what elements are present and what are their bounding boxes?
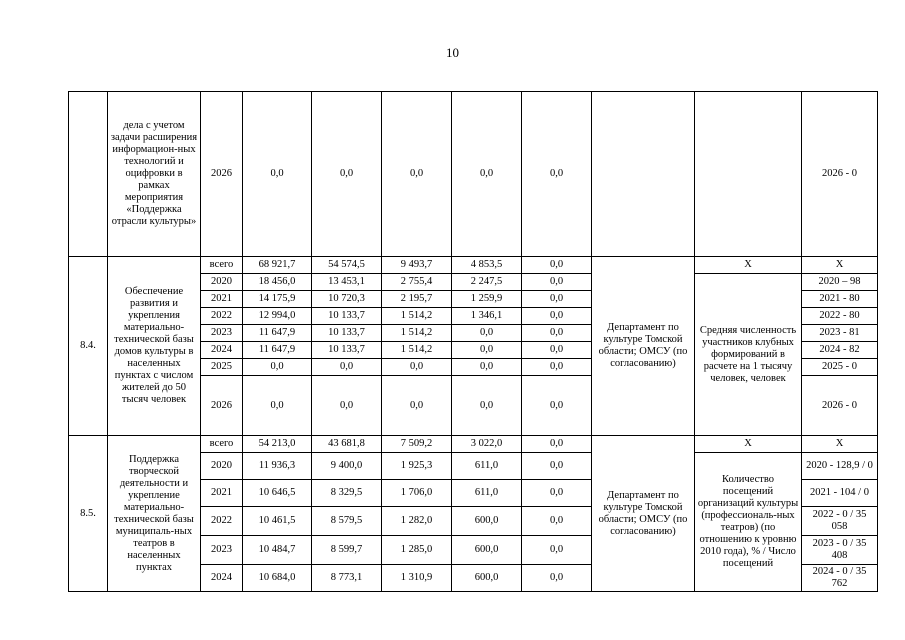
activity-number: 8.4.	[69, 257, 108, 436]
extrabudget-cell: 0,0	[522, 565, 592, 592]
local-cell: 4 853,5	[452, 257, 522, 274]
year-cell: 2026	[201, 92, 243, 257]
total-cell: 54 213,0	[243, 436, 312, 453]
federal-cell: 10 133,7	[312, 325, 382, 342]
federal-cell: 8 579,5	[312, 507, 382, 536]
table-row	[69, 436, 878, 453]
federal-cell: 10 133,7	[312, 308, 382, 325]
year-cell: 2025	[201, 359, 243, 376]
year-cell: 2020	[201, 453, 243, 480]
indicator-cell: Средняя численность участников клубных формирований в расчете на 1 тысячу человек, человек	[695, 274, 802, 436]
regional-cell: 1 514,2	[382, 325, 452, 342]
target-value-cell: Х	[802, 257, 878, 274]
regional-cell: 1 285,0	[382, 536, 452, 565]
regional-cell: 0,0	[382, 359, 452, 376]
program-activities-table	[68, 91, 878, 592]
total-cell: 0,0	[243, 92, 312, 257]
target-value-cell: 2020 – 98	[802, 274, 878, 291]
federal-cell: 43 681,8	[312, 436, 382, 453]
local-cell: 611,0	[452, 480, 522, 507]
local-cell: 0,0	[452, 376, 522, 436]
year-cell: 2024	[201, 342, 243, 359]
activity-name: дела с учетом задачи расширения информацион-ных технологий и оцифровки в рамках мероприятия «Поддержка отрасли культуры»	[108, 92, 201, 257]
extrabudget-cell: 0,0	[522, 342, 592, 359]
year-cell: 2021	[201, 480, 243, 507]
federal-cell: 54 574,5	[312, 257, 382, 274]
indicator-total-cell: Х	[695, 257, 802, 274]
extrabudget-cell: 0,0	[522, 453, 592, 480]
total-cell: 11 647,9	[243, 325, 312, 342]
target-value-cell: Х	[802, 436, 878, 453]
local-cell: 0,0	[452, 92, 522, 257]
total-cell: 11 647,9	[243, 342, 312, 359]
table-row	[69, 92, 878, 257]
local-cell: 1 259,9	[452, 291, 522, 308]
year-cell: 2024	[201, 565, 243, 592]
activity-number	[69, 92, 108, 257]
local-cell: 3 022,0	[452, 436, 522, 453]
federal-cell: 8 599,7	[312, 536, 382, 565]
local-cell: 600,0	[452, 565, 522, 592]
target-value-cell: 2025 - 0	[802, 359, 878, 376]
extrabudget-cell: 0,0	[522, 325, 592, 342]
regional-cell: 1 310,9	[382, 565, 452, 592]
regional-cell: 7 509,2	[382, 436, 452, 453]
local-cell: 0,0	[452, 359, 522, 376]
target-value-cell: 2020 - 128,9 / 0	[802, 453, 878, 480]
target-value-cell: 2026 - 0	[802, 376, 878, 436]
local-cell: 0,0	[452, 342, 522, 359]
federal-cell: 13 453,1	[312, 274, 382, 291]
responsible-cell	[592, 92, 695, 257]
total-cell: 0,0	[243, 359, 312, 376]
indicator-cell: Количество посещений организаций культуры (профессиональ-ных театров) (по отношению к уровню 2010 года), % / Число посещений	[695, 453, 802, 592]
extrabudget-cell: 0,0	[522, 274, 592, 291]
federal-cell: 0,0	[312, 359, 382, 376]
federal-cell: 0,0	[312, 92, 382, 257]
regional-cell: 0,0	[382, 92, 452, 257]
total-cell: 68 921,7	[243, 257, 312, 274]
indicator-cell	[695, 92, 802, 257]
total-cell: 0,0	[243, 376, 312, 436]
year-cell: всего	[201, 436, 243, 453]
extrabudget-cell: 0,0	[522, 308, 592, 325]
responsible-cell: Департамент по культуре Томской области; ОМСУ (по согласованию)	[592, 257, 695, 436]
regional-cell: 9 493,7	[382, 257, 452, 274]
extrabudget-cell: 0,0	[522, 92, 592, 257]
total-cell: 10 646,5	[243, 480, 312, 507]
total-cell: 11 936,3	[243, 453, 312, 480]
page-number: 10	[446, 45, 459, 60]
year-cell: 2023	[201, 536, 243, 565]
total-cell: 14 175,9	[243, 291, 312, 308]
extrabudget-cell: 0,0	[522, 536, 592, 565]
target-value-cell: 2026 - 0	[802, 92, 878, 257]
regional-cell: 1 514,2	[382, 342, 452, 359]
year-cell: 2020	[201, 274, 243, 291]
target-value-cell: 2023 - 81	[802, 325, 878, 342]
regional-cell: 2 755,4	[382, 274, 452, 291]
total-cell: 10 484,7	[243, 536, 312, 565]
year-cell: всего	[201, 257, 243, 274]
activity-name: Обеспечение развития и укрепления материально-технической базы домов культуры в населенных пунктах с числом жителей до 50 тысяч человек	[108, 257, 201, 436]
extrabudget-cell: 0,0	[522, 359, 592, 376]
regional-cell: 0,0	[382, 376, 452, 436]
target-value-cell: 2022 - 0 / 35 058	[802, 507, 878, 536]
federal-cell: 9 400,0	[312, 453, 382, 480]
target-value-cell: 2024 - 0 / 35 762	[802, 565, 878, 592]
table-row	[69, 257, 878, 274]
local-cell: 611,0	[452, 453, 522, 480]
local-cell: 600,0	[452, 507, 522, 536]
regional-cell: 1 282,0	[382, 507, 452, 536]
target-value-cell: 2023 - 0 / 35 408	[802, 536, 878, 565]
responsible-cell: Департамент по культуре Томской области; ОМСУ (по согласованию)	[592, 436, 695, 592]
activity-name: Поддержка творческой деятельности и укрепление материально-технической базы муниципаль-ных театров в населенных пунктах	[108, 436, 201, 592]
year-cell: 2023	[201, 325, 243, 342]
extrabudget-cell: 0,0	[522, 507, 592, 536]
total-cell: 18 456,0	[243, 274, 312, 291]
federal-cell: 10 720,3	[312, 291, 382, 308]
total-cell: 10 461,5	[243, 507, 312, 536]
extrabudget-cell: 0,0	[522, 436, 592, 453]
federal-cell: 8 773,1	[312, 565, 382, 592]
regional-cell: 2 195,7	[382, 291, 452, 308]
indicator-total-cell: Х	[695, 436, 802, 453]
year-cell: 2021	[201, 291, 243, 308]
total-cell: 12 994,0	[243, 308, 312, 325]
federal-cell: 10 133,7	[312, 342, 382, 359]
local-cell: 2 247,5	[452, 274, 522, 291]
local-cell: 600,0	[452, 536, 522, 565]
year-cell: 2022	[201, 507, 243, 536]
extrabudget-cell: 0,0	[522, 291, 592, 308]
regional-cell: 1 706,0	[382, 480, 452, 507]
target-value-cell: 2022 - 80	[802, 308, 878, 325]
target-value-cell: 2021 - 80	[802, 291, 878, 308]
regional-cell: 1 925,3	[382, 453, 452, 480]
target-value-cell: 2024 - 82	[802, 342, 878, 359]
extrabudget-cell: 0,0	[522, 257, 592, 274]
regional-cell: 1 514,2	[382, 308, 452, 325]
activity-number: 8.5.	[69, 436, 108, 592]
year-cell: 2022	[201, 308, 243, 325]
extrabudget-cell: 0,0	[522, 376, 592, 436]
target-value-cell: 2021 - 104 / 0	[802, 480, 878, 507]
total-cell: 10 684,0	[243, 565, 312, 592]
extrabudget-cell: 0,0	[522, 480, 592, 507]
local-cell: 1 346,1	[452, 308, 522, 325]
local-cell: 0,0	[452, 325, 522, 342]
year-cell: 2026	[201, 376, 243, 436]
federal-cell: 0,0	[312, 376, 382, 436]
federal-cell: 8 329,5	[312, 480, 382, 507]
